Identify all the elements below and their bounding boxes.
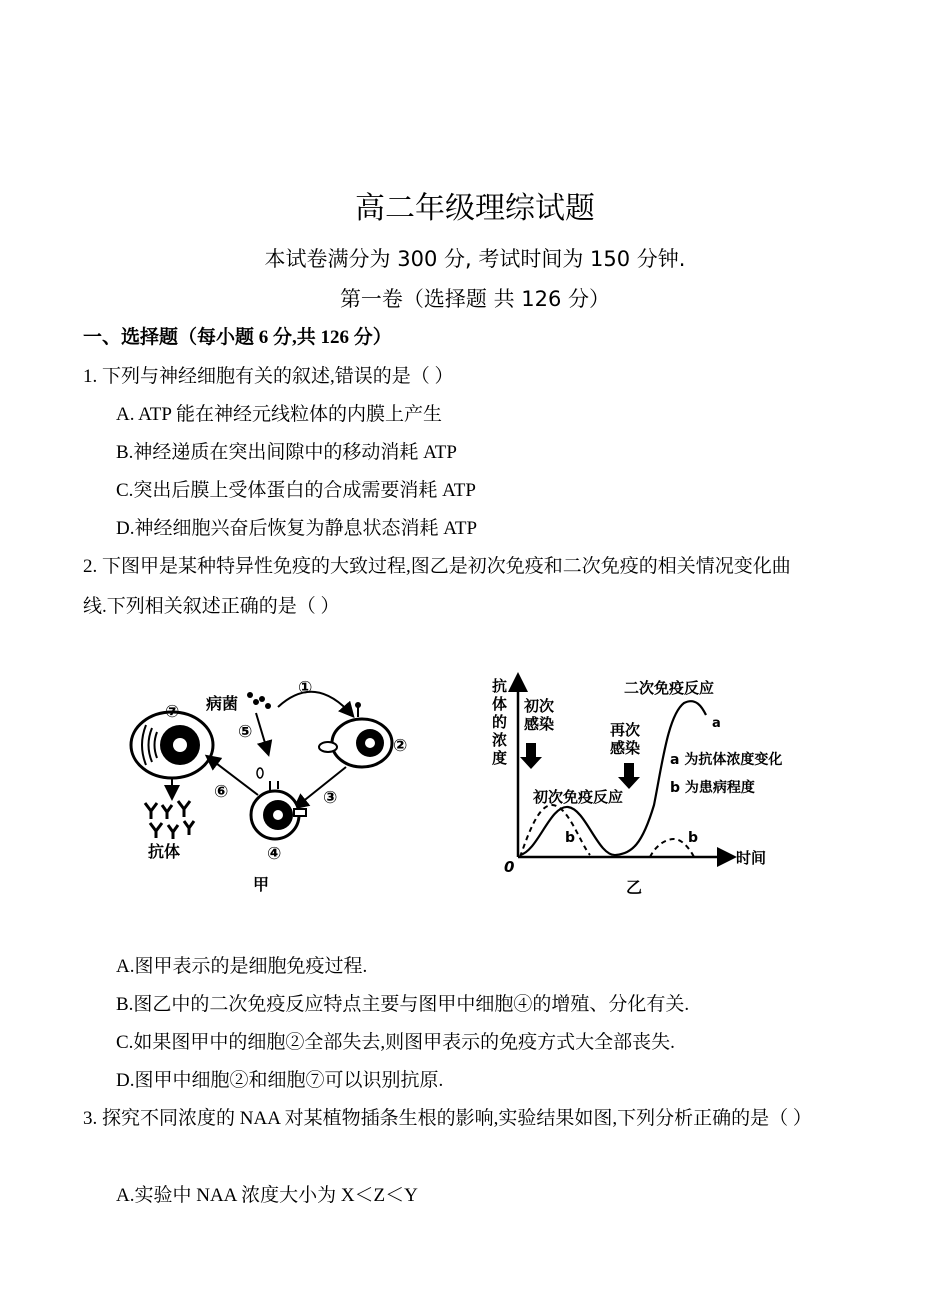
figure-yi-caption: 乙 bbox=[626, 878, 643, 897]
curve-b-label-1: b bbox=[565, 830, 576, 846]
re-infection-label-2: 感染 bbox=[610, 739, 641, 757]
question-1-stem: 1. 下列与神经细胞有关的叙述,错误的是（ ） bbox=[83, 366, 454, 387]
primary-response-label: 初次免疫反应 bbox=[533, 788, 624, 806]
cell-4-lymphocyte bbox=[251, 768, 306, 839]
marker-2: ② bbox=[393, 736, 408, 756]
origin-label: 0 bbox=[504, 858, 515, 876]
figure-yi bbox=[492, 677, 782, 897]
question-2-option-d: D.图甲中细胞②和细胞⑦可以识别抗原. bbox=[116, 1070, 444, 1091]
question-2-option-a: A.图甲表示的是细胞免疫过程. bbox=[116, 956, 368, 977]
x-axis-label: 时间 bbox=[736, 849, 767, 867]
legend-a: a 为抗体浓度变化 bbox=[670, 752, 783, 768]
svg-text:的: 的 bbox=[492, 713, 508, 731]
marker-4: ④ bbox=[267, 844, 282, 864]
pathogen-dots bbox=[247, 692, 271, 709]
re-infection-arrow-icon bbox=[618, 763, 640, 789]
first-infection-label-1: 初次 bbox=[524, 697, 555, 715]
question-2-option-b: B.图乙中的二次免疫反应特点主要与图甲中细胞④的增殖、分化有关. bbox=[116, 994, 690, 1015]
question-3-option-a: A.实验中 NAA 浓度大小为 X＜Z＜Y bbox=[116, 1185, 418, 1206]
svg-text:浓: 浓 bbox=[492, 731, 508, 749]
figure-jia-caption: 甲 bbox=[253, 875, 270, 894]
svg-text:度: 度 bbox=[492, 749, 508, 767]
marker-1: ① bbox=[298, 678, 313, 698]
antibody-cluster bbox=[145, 801, 194, 839]
curve-a-label: a bbox=[712, 716, 721, 731]
volume-title: 第一卷（选择题 共 126 分） bbox=[339, 287, 611, 311]
question-2-figure bbox=[110, 655, 830, 910]
figure-jia bbox=[131, 678, 407, 894]
marker-5: ⑤ bbox=[238, 722, 253, 742]
curve-b-label-2: b bbox=[688, 830, 699, 846]
svg-text:抗: 抗 bbox=[492, 677, 508, 695]
marker-7: ⑦ bbox=[165, 702, 180, 722]
marker-6: ⑥ bbox=[214, 782, 229, 802]
question-2-stem-line-1: 2. 下图甲是某种特异性免疫的大致过程,图乙是初次免疫和二次免疫的相关情况变化曲 bbox=[83, 556, 791, 577]
exam-info: 本试卷满分为 300 分, 考试时间为 150 分钟. bbox=[264, 247, 686, 271]
re-infection-label-1: 再次 bbox=[610, 721, 641, 739]
question-2-stem-line-2: 线.下列相关叙述正确的是（ ） bbox=[83, 596, 340, 617]
question-1-option-c: C.突出后膜上受体蛋白的合成需要消耗 ATP bbox=[116, 480, 476, 501]
question-1-option-b: B.神经递质在突出间隙中的移动消耗 ATP bbox=[116, 442, 457, 463]
legend-b: b 为患病程度 bbox=[670, 780, 755, 796]
first-infection-label-2: 感染 bbox=[524, 715, 555, 733]
cell-2-macrophage bbox=[319, 702, 392, 767]
question-3-stem: 3. 探究不同浓度的 NAA 对某植物插条生根的影响,实验结果如图,下列分析正确的是（ ） bbox=[83, 1108, 812, 1129]
marker-3: ③ bbox=[323, 788, 338, 808]
antibody-label: 抗体 bbox=[148, 842, 181, 861]
section-heading: 一、选择题（每小题 6 分,共 126 分） bbox=[83, 327, 392, 348]
question-2-option-c: C.如果图甲中的细胞②全部失去,则图甲表示的免疫方式大全部丧失. bbox=[116, 1032, 675, 1053]
secondary-response-label: 二次免疫反应 bbox=[624, 679, 715, 697]
question-1-option-a: A. ATP 能在神经元线粒体的内膜上产生 bbox=[116, 404, 443, 425]
y-axis-label bbox=[492, 677, 507, 767]
pathogen-label: 病菌 bbox=[206, 694, 239, 713]
page-title: 高二年级理综试题 bbox=[355, 191, 595, 226]
svg-text:体: 体 bbox=[492, 695, 508, 713]
first-infection-arrow-icon bbox=[520, 743, 542, 769]
question-1-option-d: D.神经细胞兴奋后恢复为静息状态消耗 ATP bbox=[116, 518, 478, 539]
